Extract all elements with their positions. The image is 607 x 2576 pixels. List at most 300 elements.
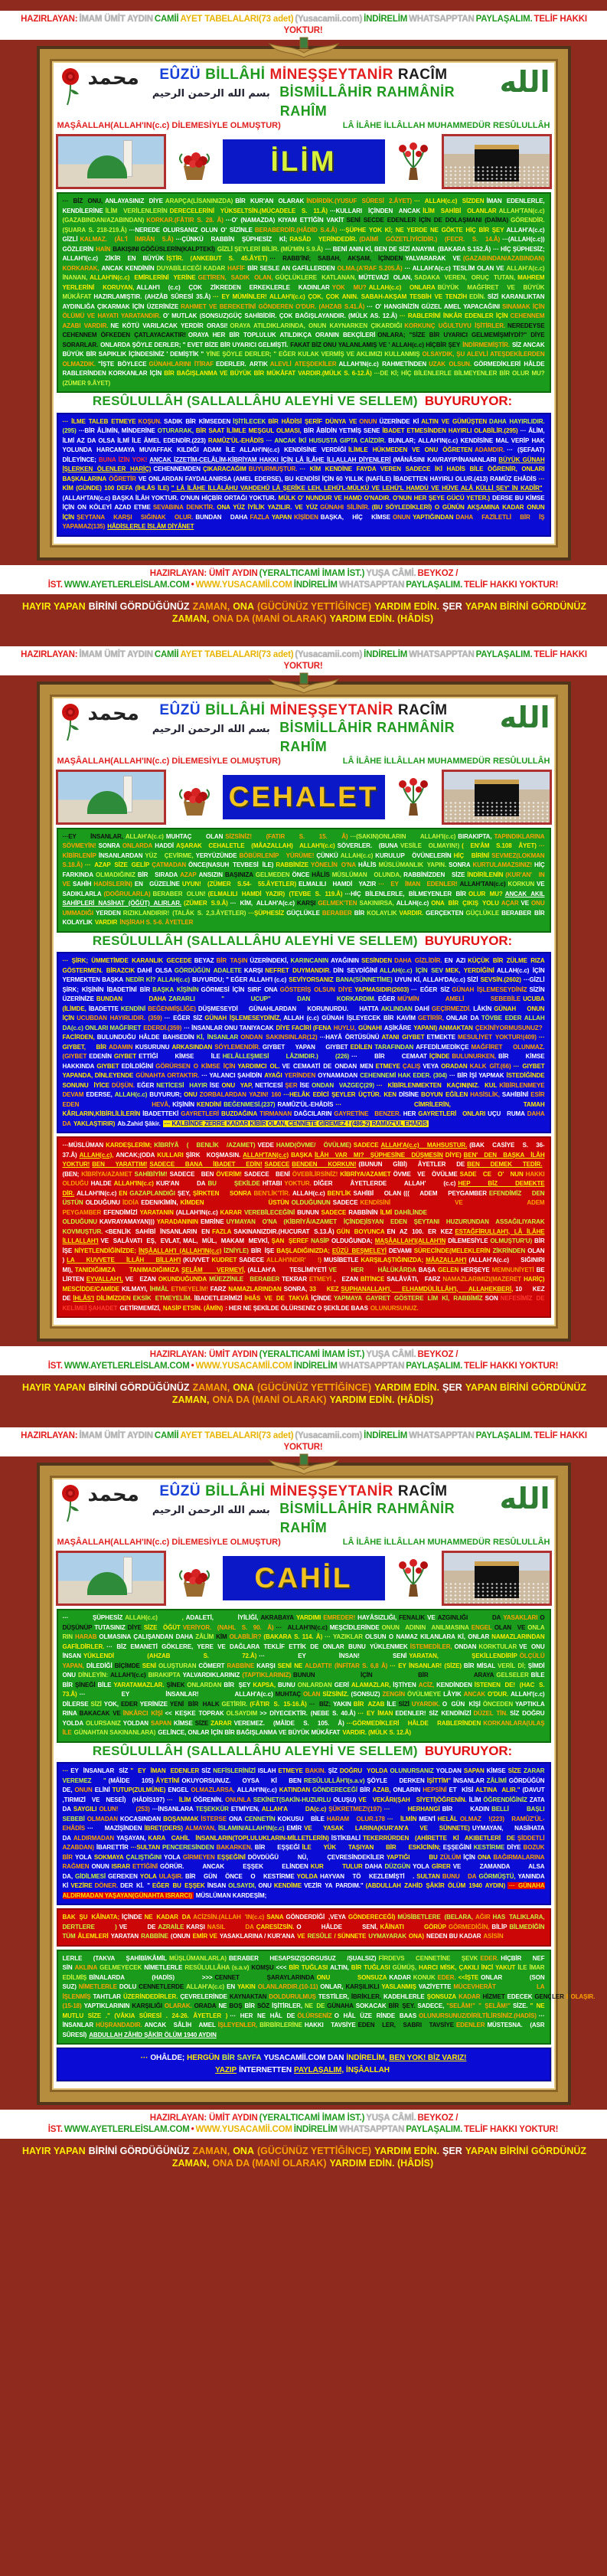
text-segment: ZAMAN, bbox=[192, 600, 230, 612]
text-segment: CÖMERT bbox=[198, 1662, 225, 1669]
text-segment: ··· HER NE HÂL DE bbox=[230, 2012, 295, 2019]
text-segment: KAYNAKTAN bbox=[229, 1992, 267, 2000]
text-segment: YARADANININ bbox=[156, 1218, 198, 1225]
text-segment: EMRİNE bbox=[200, 1218, 224, 1225]
text-segment: TELİF HAKKI YOKTUR! bbox=[283, 649, 587, 671]
ornate-gold-frame bbox=[40, 685, 568, 1339]
text-segment: ÖLÜRSENİZ bbox=[297, 2012, 332, 2019]
text-segment: ZÜLÜM bbox=[439, 1853, 462, 1861]
text-segment: KADEHLERLE bbox=[383, 1992, 425, 2000]
text-segment: UCUBA (İLİMDE, bbox=[62, 995, 545, 1012]
text-segment: ··· EY İNSANLAR! (SİZE) bbox=[390, 1662, 462, 1669]
text-segment: OLMASINA ÇALIŞANDAN DAHA bbox=[99, 1633, 194, 1640]
text-segment: KÂİNATI GÖRÜP bbox=[380, 1923, 446, 1930]
text-segment: ···BİR ÂLİMİN, MİNDERİNE bbox=[78, 427, 155, 434]
text-segment: AKLINA bbox=[74, 1964, 98, 1971]
text-segment: İNDİRELİM bbox=[293, 2125, 338, 2134]
text-segment: ··· GÜNAHA ALDIRMADAN YAŞAYAN(GÜNAHTA ISRARCI) bbox=[62, 1882, 545, 1899]
text-segment: VE SALÂVATI EŞ, EVLAT, bbox=[100, 1237, 181, 1244]
text-segment: BIRAKIPTA bbox=[148, 1672, 181, 1679]
text-segment: ŞİDDETLİ AZABDAN) bbox=[62, 1834, 545, 1851]
text-segment: BAK ŞU KÂİNATA; bbox=[62, 1914, 120, 1921]
text-segment: YALVARDIKLARINIZ bbox=[182, 1672, 240, 1679]
text-segment: KESTİRME bbox=[473, 1844, 505, 1851]
text-segment: AĞIR bbox=[475, 1914, 491, 1921]
text-segment: (ABDULLAH ZAHİD ŞÂKİR ÖLÜM 1940 AYDIN) bbox=[365, 1882, 506, 1889]
text-segment: (GÜCÜNÜZ YETTİĞİNCE) bbox=[256, 1382, 372, 1393]
text-segment: OLARAK. bbox=[164, 2002, 192, 2009]
text-segment: SADECE bbox=[239, 1257, 265, 1263]
text-segment: VEZİR YA PARDIM." bbox=[304, 1882, 364, 1889]
kaaba-photo bbox=[442, 770, 552, 825]
text-segment: GÖRDÜĞÜN ADALETE bbox=[174, 966, 242, 974]
text-segment: İHMÂL bbox=[149, 1285, 169, 1293]
text-segment: CEHENNEMDEN bbox=[153, 466, 201, 472]
text-segment: KUR'AN DA bbox=[155, 1180, 206, 1187]
text-segment: YASLANMIŞ bbox=[381, 1983, 416, 1990]
text-segment: KARŞI bbox=[186, 1923, 205, 1930]
text-segment: HUYLU, bbox=[333, 1024, 356, 1031]
la-ilahe-line: LÂ İLÂHE İLLÂLLAH MUHAMMEDÜR RESÛLULLÂH bbox=[342, 756, 550, 766]
text-segment: (BEN; bbox=[62, 1170, 80, 1178]
text-segment: (GÜCÜNÜZ YETTİĞİNCE) bbox=[256, 600, 372, 612]
text-segment: (DOĞRULARLA) bbox=[103, 890, 151, 897]
text-segment: ONU bbox=[258, 1882, 272, 1889]
text-segment: VE ONU İNSAN bbox=[62, 1643, 545, 1659]
text-segment: OLMA.(A'RAF S.205.Â) bbox=[337, 264, 403, 272]
text-segment: ÜZERİNDEDİRLER. bbox=[122, 1992, 178, 2000]
text-segment: OLSAYDI, bbox=[228, 1882, 256, 1889]
text-segment: ONLARDAN bbox=[187, 1681, 222, 1688]
text-segment: WWW.AYETLERLEİSLAM.COM bbox=[64, 1362, 190, 1371]
text-segment: ŞEY, bbox=[177, 1189, 191, 1197]
text-segment: KUDRET bbox=[211, 1257, 237, 1263]
text-segment: HAİN bbox=[96, 245, 111, 253]
text-segment: SESİNDEN bbox=[361, 957, 393, 964]
text-segment: ULAŞIR. bbox=[158, 1872, 183, 1880]
text-segment: BİR bbox=[244, 2002, 255, 2009]
text-segment: OLUN! (253) bbox=[99, 1806, 150, 1813]
text-segment: VE HER HÂLÜKÂRDA bbox=[328, 1266, 416, 1273]
text-segment: BİR HÂDİSİ ŞERİF DÜNYA VE bbox=[268, 417, 357, 425]
text-segment: KARŞILIKLI bbox=[345, 1983, 380, 1990]
text-segment: ALLAH'IN(c.c) bbox=[113, 1180, 154, 1187]
text-segment: RABBİNE bbox=[141, 1933, 168, 1940]
text-segment: LÂYIK bbox=[443, 1691, 462, 1698]
text-segment: BİLLÂHİ bbox=[205, 701, 266, 718]
text-segment: BAKIN. bbox=[305, 1767, 326, 1774]
text-segment: ALLAH'IN(c.c) bbox=[77, 1189, 117, 1197]
text-segment: GÖRMEDİKLERİ HÂLDE RABLERİNDEN KORKANLAR İÇİN bbox=[62, 360, 545, 377]
text-segment: CENNETLERDE bbox=[139, 1983, 184, 1990]
text-segment: HAZIRLAMIŞTIR. (AHZÂB SÛRESİ 35.Â) bbox=[93, 293, 211, 300]
text-segment: RABBİNİN bbox=[348, 1208, 378, 1216]
text-segment: BEN DEMEK TEDİR. bbox=[467, 1161, 543, 1168]
text-segment: RABBİNİZDEN SİZE bbox=[403, 871, 465, 878]
text-segment: ··· CİMRİLERİN, TAMAH KÂRLARIN,KİBİRLİLİLERİN bbox=[62, 1100, 545, 1117]
text-segment: KORKAR.(FÂTIR S. 28. Â) bbox=[146, 217, 224, 224]
text-segment: BE LİRTEN bbox=[62, 1266, 545, 1283]
text-segment: SADAKA VEREN, ORUÇ TUTAN, bbox=[414, 274, 516, 281]
text-segment: ··· İLMİN bbox=[387, 1815, 417, 1822]
text-segment: OLAN VE bbox=[494, 1623, 526, 1631]
text-segment: YOLA bbox=[164, 1853, 181, 1861]
text-segment: (ALLAH'A TESLİMİYETİ bbox=[247, 1266, 327, 1273]
text-segment: ((( ADEM PEYGAMBER bbox=[403, 1189, 487, 1197]
text-segment: YARDIM EDİN. (HÂDİS) bbox=[329, 2158, 434, 2169]
text-segment: YARDIM EDİN. (HÂDİS) bbox=[329, 613, 434, 624]
text-segment: BİR KİMSE HAKKINDA bbox=[62, 1053, 545, 1070]
text-segment: (MÂNÂSINI KAVRAYIP/İNANANLARI bbox=[393, 456, 497, 463]
text-segment: ONA DA (MANİ OLARAK) bbox=[212, 613, 327, 624]
text-segment: Ab.Zahid Şâkir. bbox=[117, 1120, 161, 1127]
text-segment: BERABERDİR.(HÂDİD S.4.Â) bbox=[254, 226, 338, 234]
text-segment: DÜŞMESEYDİ GÜNAHLARDAN KORUNURDU. HATTA bbox=[197, 1005, 379, 1012]
text-segment: İDDİA bbox=[122, 1199, 139, 1206]
text-segment: BİR AZAB bbox=[353, 1700, 385, 1708]
text-segment: GÖRMÜŞTÜ, bbox=[478, 1872, 516, 1880]
text-segment: • bbox=[191, 1362, 194, 1371]
text-segment: BİR ŞEY bbox=[224, 1681, 251, 1688]
text-segment: WWW.YUSACAMİİ.COM bbox=[195, 580, 292, 590]
text-segment: ···GÖRMEDİKLERİ HÂLDE RABLERİNDEN bbox=[346, 1719, 481, 1727]
masaallah-line: MAŞÂALLAH(ALLAH'IN(c.c) DİLEMESİYLE OLMUŞTUR) bbox=[57, 121, 281, 130]
text-segment: YARATANIN bbox=[139, 1208, 174, 1216]
text-segment: KİM bbox=[216, 1633, 227, 1640]
text-segment: ÇEKİNİYORMUSUNUZ? bbox=[475, 1024, 543, 1031]
text-segment: ABDULLAH ZÂHİD ŞÂKİR ÖLÜM 1940 AYDIN bbox=[89, 2031, 217, 2038]
text-segment: " EY İMAN EDENLER bbox=[130, 1767, 200, 1774]
text-segment: DAHİLİNDE OLDUĞUNU bbox=[62, 1208, 427, 1225]
text-segment: YUŞA CÂMİ. bbox=[366, 2113, 416, 2123]
text-segment: (DAİMİ GÖZETLİYİCİDİR.) (FECR. S. 14.Â) bbox=[359, 236, 501, 243]
text-segment: EFENDİMİZİ bbox=[103, 1208, 138, 1216]
text-segment: BUNU bbox=[277, 1681, 295, 1688]
text-segment: BAŞKA bbox=[291, 1151, 313, 1159]
text-segment: DÜZGÜN bbox=[384, 1863, 411, 1870]
media-row bbox=[56, 1551, 552, 1606]
text-segment: ONUN bbox=[74, 1787, 93, 1793]
text-segment: ···EY İNSANLAR, bbox=[62, 832, 123, 840]
text-segment: HAKKI OLDUĞU bbox=[62, 1170, 545, 1187]
text-segment: HAYIR YAPAN bbox=[21, 1382, 86, 1393]
text-segment: YASAKLARI bbox=[503, 1614, 538, 1621]
text-segment: ÖVME VE ÖVÜLME bbox=[393, 1170, 458, 1178]
text-segment: GÜNAH İŞLEMESEYDİNİZ bbox=[452, 986, 527, 993]
text-segment: HER bbox=[403, 1110, 416, 1117]
text-segment: ALLAH'I(c.c) bbox=[110, 1672, 146, 1679]
text-segment: MAĞFİRET OLUNMAZ. (GIYBET bbox=[62, 1043, 545, 1060]
text-segment: KULLARI bbox=[157, 1151, 184, 1159]
text-segment: İBARETTİR bbox=[96, 1844, 129, 1851]
kaaba-photo bbox=[442, 134, 552, 189]
text-segment: TELİF HAKKI YOKTUR! bbox=[464, 580, 559, 590]
text-segment: BUYURUR; bbox=[149, 1091, 182, 1098]
text-segment: BEYAZ bbox=[194, 957, 214, 964]
text-segment: TEKERRÜRDEN (AHİRETTE Kİ AKIBETLERİ DE bbox=[362, 1834, 515, 1842]
text-segment: HİZMET bbox=[482, 1992, 505, 2000]
text-segment: BEYKOZ / İST. bbox=[47, 568, 459, 590]
text-segment: TANIDIĞIMIZA TANIMADIĞIMIZA bbox=[74, 1266, 180, 1273]
text-segment: EŞŞEĞİNİ bbox=[217, 1853, 246, 1861]
text-segment: ŞÖYLE DERKEN bbox=[367, 1777, 425, 1784]
text-segment: BU ŞEKİLDE bbox=[207, 1180, 260, 1187]
quran-verses-block bbox=[57, 1609, 551, 1743]
text-segment: (SONSUZ) bbox=[351, 1691, 380, 1698]
text-segment: NEDEN BU KADAR bbox=[426, 1933, 481, 1940]
text-segment: SADECE, bbox=[417, 2002, 445, 2009]
text-segment: İBRET(DERS) bbox=[144, 1825, 183, 1832]
text-segment: İBADET ETMESİNDEN HAYIRLI OLABİLİR.(295) bbox=[382, 427, 518, 434]
text-segment: ··· BİZ EMANETİ GÖKLERE, YERE VE DAĞLARA TEKLİF ETTİK DE ONLAR BUNU YÜKLENMEK bbox=[106, 1643, 408, 1650]
text-segment: ONLARDA bbox=[122, 842, 153, 849]
text-segment: (BAKARA S. 114. Â) bbox=[263, 1633, 323, 1640]
text-segment: GELSELER bbox=[496, 1672, 529, 1679]
text-segment: İNDİRELİM bbox=[364, 1431, 408, 1440]
text-segment: ORADA bbox=[194, 2002, 217, 2009]
text-segment: BİNALARDA (HADİS) >>> bbox=[89, 1973, 213, 1981]
text-segment: SİZİ KARANLIKTAN AYDINLIĞA ÇIKARMAK İÇİN ÜZERİNİZE bbox=[62, 293, 545, 310]
rose-icon bbox=[57, 1483, 83, 1527]
text-segment: KİMSE bbox=[486, 1767, 506, 1774]
text-segment: GÜNAH İŞLEMESEYDİNİZ, bbox=[204, 1015, 282, 1022]
text-segment: ···SULTAN bbox=[130, 1844, 161, 1851]
text-segment: BİRİNİ GÖRDÜĞÜNÜZ bbox=[88, 600, 190, 612]
text-segment: UYMAYAN O'NA (KİBRİYÂ/AZAMET İÇİNDE)İSYAN EDEN ŞEYTANI HUZURUNDAN ASSAĞILIYARAK KOVMUŞTUR. bbox=[62, 1218, 545, 1235]
text-segment: BEN' DEN BAŞKA İLÂH YOKTUR! bbox=[62, 1151, 545, 1168]
text-segment: VE ZAMANDA ALSA DA, bbox=[62, 1863, 545, 1880]
text-segment: HAZIRLAYAN: bbox=[21, 649, 78, 659]
text-segment: EDİN. bbox=[469, 293, 485, 300]
text-segment: ··· KİM (GÜNDE) 100 DEFA (İHLÂS İLE) bbox=[62, 475, 545, 492]
text-segment: YAPANI) ANMAKTAN bbox=[413, 1024, 473, 1031]
buyuruyor-label: BUYURUYOR: bbox=[424, 1743, 513, 1758]
text-segment: GELMEDEN bbox=[255, 871, 290, 878]
basmala-calligraphy: بسم الله الرحمن الرحيم bbox=[152, 88, 270, 100]
text-segment: HAZIRLAYAN: ÜMİT AYDIN bbox=[149, 2113, 258, 2123]
text-segment: YİNE ŞÖYLE DERLER; " EĞER KULAK VERMİŞ VE AKLIMIZI KULLANMIŞ bbox=[206, 351, 420, 358]
text-segment: HAYIR YAPAN bbox=[21, 2146, 86, 2156]
poster-unit bbox=[0, 636, 607, 1417]
text-segment: YOK, bbox=[103, 1700, 119, 1708]
text-segment: KONUK bbox=[413, 1973, 436, 1981]
text-segment: HAZIRLAYAN: bbox=[21, 1431, 78, 1440]
text-segment: ONA bbox=[233, 2146, 254, 2156]
text-segment: EÛZÜ bbox=[159, 67, 201, 83]
text-segment: DİĞER ÂYETLERDE ALLAH' (c.c) bbox=[313, 1180, 456, 1187]
text-segment: SİZ DOĞRU YOLDA bbox=[62, 1710, 545, 1727]
text-segment: ··· (ŞEFAAT) DİLEYİNCE; bbox=[62, 446, 545, 463]
text-segment: İSTENEN DE! (HAC S. 73.Â) bbox=[62, 1681, 545, 1698]
text-segment: GÖRÜR. ANCAK EŞŞEK ELİNDEN bbox=[160, 1863, 308, 1870]
text-segment: ONA DA (MANİ OLARAK) bbox=[212, 1394, 327, 1405]
text-segment: YAŞAYAN, bbox=[116, 1834, 146, 1842]
text-segment: AYET TABELALARI(73 adet) bbox=[180, 649, 294, 659]
text-segment: (DAVUT ,TIRMIZİ VE NESEÎ) (HÂDİS197) bbox=[62, 1787, 545, 1803]
text-segment: (ONUN bbox=[170, 1933, 191, 1940]
text-segment: ··· ŞİRK; ÜMMETİMDE KARANLIK GECEDE bbox=[62, 957, 192, 964]
text-segment: • bbox=[191, 580, 194, 590]
buyuruyor-label: BUYURUYOR: bbox=[424, 933, 513, 948]
text-segment: ADALETİ, İYİLİĞİ, bbox=[185, 1614, 259, 1621]
text-segment: ÇIKARACAĞIM bbox=[202, 466, 246, 472]
text-segment: ANCAK AKIL SAHİPLERİ NASİHAT (ÖĞÜT) ALIRLAR. bbox=[62, 890, 545, 907]
text-segment: RABBİNE bbox=[227, 1662, 255, 1669]
text-segment: ALEVLİ ATEŞDEKİLER bbox=[269, 360, 337, 368]
text-segment: TELİF HAKKI YOKTUR! bbox=[464, 2125, 559, 2134]
text-segment: YUŞA CÂMİ. bbox=[366, 568, 416, 578]
text-segment: BERABER BİR KOLAYLIK bbox=[62, 909, 545, 926]
text-segment: SÖVERLER. (BUNA bbox=[337, 842, 398, 849]
text-segment: BERABER bbox=[321, 909, 352, 917]
text-segment: BİRBİRLERİNE bbox=[259, 2022, 302, 2028]
text-segment: RAMÛZ'ÜL-EHÂDİS bbox=[207, 436, 264, 444]
text-segment: ONA bbox=[233, 600, 254, 612]
text-segment: ŞİNEĞİ bbox=[74, 1681, 96, 1688]
text-segment: YARATAN bbox=[110, 1933, 139, 1940]
text-segment: (YERALTICAMİ İMAM İST.) bbox=[259, 2113, 365, 2123]
text-segment: WHATSAPPTAN bbox=[409, 15, 475, 24]
text-segment: OLDUĞUNDA; bbox=[331, 1237, 373, 1244]
euzu-billahi-line bbox=[149, 67, 459, 83]
text-segment: ···(ALLAH(c.c)) GÖZLERİN bbox=[62, 236, 545, 253]
text-segment: : HER NE ŞEKİLDE ÖLÜRSENİZ O ŞEKİLDE BAAS bbox=[225, 1304, 368, 1312]
text-segment: BUNUN bbox=[297, 1208, 319, 1216]
text-segment: ÇARESİZSİN. bbox=[256, 1923, 295, 1930]
text-segment: SADECE BENİ bbox=[243, 1170, 290, 1178]
text-segment: SENİ SECDE EDENLER İÇİN DE DOLAŞMANI (DAİMA) bbox=[346, 217, 509, 224]
text-segment: VE SADIKLARLA bbox=[62, 881, 545, 897]
text-segment: BİLLÂHİ bbox=[205, 67, 266, 83]
text-segment: DİNLEYİN: bbox=[77, 1672, 109, 1679]
text-segment: HADİSLERİN) bbox=[93, 881, 132, 888]
basmala-calligraphy: بسم الله الرحمن الرحيم bbox=[152, 723, 270, 735]
text-segment: MÜSLÜMAN OLUNDA, bbox=[331, 871, 402, 878]
text-segment: ONLARDAN bbox=[297, 1681, 332, 1688]
text-segment: ET KİSİ bbox=[449, 1787, 474, 1793]
text-segment: GÖNDERDİĞİ ,VEYA bbox=[286, 1914, 346, 1921]
text-segment: OKUNDUĞUNDA bbox=[158, 1276, 207, 1283]
text-segment: YARDIMI bbox=[295, 1614, 321, 1621]
text-segment: ÜZERİNDEKİ, bbox=[250, 957, 289, 964]
text-segment: ··· MAZİŞİNDEN bbox=[87, 1825, 142, 1832]
text-segment: SAPAN bbox=[150, 1719, 171, 1727]
text-segment: YAKLAŞTIRIR) bbox=[73, 1120, 116, 1127]
text-segment: • bbox=[191, 2125, 194, 2134]
text-segment: SULTAN bbox=[416, 1872, 440, 1880]
text-segment: ONDAN VAZGEÇ(29) bbox=[312, 1081, 374, 1089]
text-segment: O'DUR. bbox=[488, 1691, 509, 1698]
text-segment: KENDİSİNİ VE ADEM PEYGAMBER bbox=[62, 1199, 545, 1216]
text-segment: ZORBALARDAN YAZIN! 160 bbox=[199, 1091, 282, 1098]
text-segment: DAHİ OLSA bbox=[137, 966, 172, 974]
text-segment: OLDUĞUNUN bbox=[291, 1199, 331, 1206]
text-segment: ···ŞÜPHESİZ bbox=[248, 909, 285, 917]
text-segment: TAHTLAR bbox=[93, 1992, 121, 2000]
frame-subheader bbox=[56, 757, 552, 766]
text-segment: ANCAK KENDİNİN bbox=[101, 264, 155, 272]
text-segment: UYUN Kİ, ALLAH'DA(c.c) SİZİ bbox=[394, 976, 478, 983]
text-segment: MÜEZZİNLE BERABER bbox=[209, 1276, 280, 1283]
text-segment: PAYLAŞALIM. bbox=[475, 649, 533, 659]
text-segment: KARŞI bbox=[256, 1662, 276, 1669]
text-segment: EDERLER. ARTIK bbox=[216, 360, 268, 368]
text-segment: VE bbox=[521, 900, 530, 907]
text-segment: GÖRDÜĞÜN DE, bbox=[62, 1777, 545, 1793]
text-segment: NASIL DA bbox=[207, 1923, 254, 1930]
text-segment: ALLAH'IN(c.c) EMİRLERİNİ YERİNE bbox=[90, 274, 196, 281]
text-segment: ALLAH'I (c.c) ÇOK ZİKREDEN ERKEKLERLE KADINLAR bbox=[136, 283, 330, 291]
text-segment: GÜNAHLARINI İTİRAF bbox=[148, 360, 214, 368]
text-segment: NASİP ETSİN. (ÂMİN) bbox=[162, 1304, 224, 1312]
text-segment: KİBRİYÂ ( BENLİK /AZAMET) bbox=[154, 1142, 256, 1149]
text-segment: AYET TABELALARI(73 adet) bbox=[180, 1431, 294, 1440]
text-segment: ONUN bbox=[359, 417, 377, 425]
text-segment: AKRABAYA bbox=[260, 1614, 294, 1621]
text-segment: BAKIŞINI GÖĞÜSLERİN(KALPTEKİ) bbox=[113, 245, 215, 253]
text-blocks bbox=[56, 192, 552, 537]
text-segment: SOKACAK bbox=[355, 2002, 387, 2009]
text-segment: NE KADAR DA bbox=[144, 1914, 191, 1921]
text-segment: ···NEREDE OLURSANIZ OLUN O' SİZİNLE bbox=[129, 226, 253, 234]
text-segment: İBRİKLER, bbox=[351, 1992, 381, 2000]
text-segment: AÇAR bbox=[501, 900, 519, 907]
text-segment: TARAFINDAN bbox=[374, 1043, 414, 1051]
text-segment: , EZAN bbox=[334, 1276, 358, 1283]
text-segment: OLMAZ !(223) RAMÛZ'ÜL-EHÂDİS bbox=[62, 1815, 545, 1832]
text-segment: ŞER bbox=[442, 2146, 462, 2156]
muhammad-calligraphy: محمد bbox=[87, 67, 139, 90]
resulullah-banner bbox=[56, 933, 552, 950]
text-segment: SOKMAYA bbox=[93, 1853, 124, 1861]
text-segment: BİR GÜN ÖNCE O KESTİRME bbox=[185, 1872, 295, 1880]
text-segment: BİR İŞE bbox=[250, 1247, 275, 1254]
text-segment: MÜSLÜMANLIK YAPIN. bbox=[378, 861, 447, 868]
text-segment: ··· O' HANGİNİZİN GÜZEL AMEL YAPACAĞINI bbox=[367, 302, 500, 310]
text-segment: ZAMAN, bbox=[192, 2146, 230, 2156]
text-segment: İÇİNDE bbox=[429, 1053, 450, 1060]
text-segment: İLİMLE HÜKMEDEN VE ONU ÖĞRETEN bbox=[348, 446, 473, 453]
text-segment: ··· EY İMAN EDENLER! bbox=[378, 881, 458, 888]
text-segment: SAHİBİ OLAN bbox=[353, 1189, 402, 1197]
text-segment: SİZE ÖĞÜT bbox=[143, 1623, 181, 1631]
text-segment: YARDIM EDİN. (HÂDİS) bbox=[329, 1394, 434, 1405]
text-segment: İSLAMIN/ALLAH'IN(c.c) bbox=[217, 1825, 285, 1832]
text-segment: (Yusacamii.com) bbox=[295, 15, 363, 24]
text-segment: MÜTEVAZİ OLAN, bbox=[358, 274, 413, 281]
text-segment: YOLDA bbox=[296, 1872, 318, 1880]
text-segment: GÖRENDİR.(ŞUARA S. 218-219.Â) bbox=[62, 217, 545, 234]
text-segment: ÖNCE bbox=[292, 871, 310, 878]
text-segment: CAMİİ bbox=[154, 1431, 179, 1440]
text-segment: OLABİLİR? bbox=[229, 1633, 262, 1640]
text-segment: ONLA RIN bbox=[62, 1623, 545, 1640]
text-segment: ··· KİBİRLENMEKTEN KAÇINِINIZ. KUL bbox=[376, 1081, 498, 1089]
warning-text-block bbox=[57, 1908, 551, 1947]
text-segment: ALLAH'A(c.c) bbox=[125, 832, 164, 840]
text-segment: ···İNSANLARA bbox=[152, 1806, 194, 1813]
text-segment: İNTERNETTEN bbox=[239, 2066, 292, 2074]
bismillah-line: BİSMİLLÂHİR RAHMÂNİR RAHÎM bbox=[279, 719, 455, 754]
text-segment: HERŞEYE bbox=[461, 1266, 490, 1273]
text-segment: AŞİKÂRE bbox=[383, 1024, 412, 1031]
text-segment: BUNLAR; ALLAH'IN(c.c) KENDİSİNE MAL VERİP HAK YOLUNDA HARCAMAYA MUVAFFAK KILDIĞI ADAM İLE ALLAH'IN(c.c) KENDİSİNE VERDİĞİ bbox=[62, 436, 545, 453]
text-segment: OLSUN O NAMAZ KILANLARA Kİ, ONLAR bbox=[364, 1633, 490, 1640]
text-segment: DAHA bbox=[364, 1863, 383, 1870]
text-segment: EDİLEN bbox=[350, 1043, 373, 1051]
text-segment: ONU YAP, bbox=[221, 1081, 253, 1089]
text-segment: YERDEN bbox=[96, 909, 121, 917]
